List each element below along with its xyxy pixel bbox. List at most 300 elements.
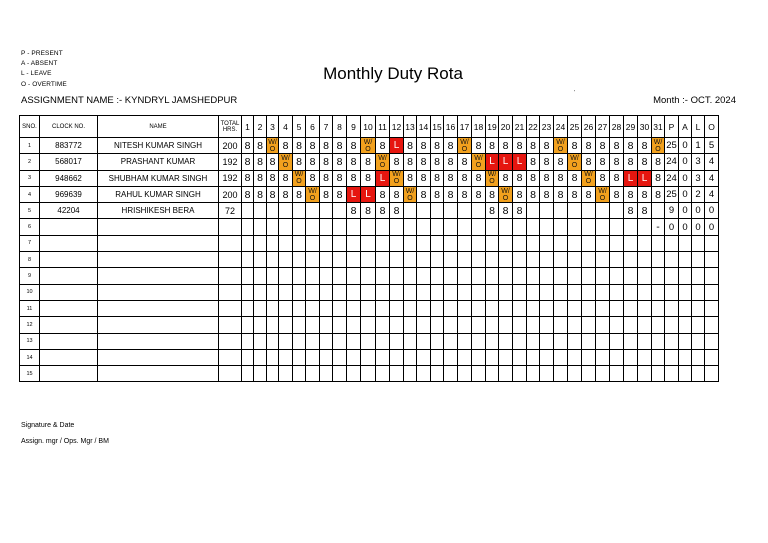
day-cell: 8 (320, 170, 333, 186)
day-cell (361, 235, 376, 251)
day-cell (431, 300, 444, 316)
day-cell (486, 268, 499, 284)
day-cell (499, 333, 513, 349)
day-cell-weekly-off (390, 170, 404, 186)
day-cell (333, 219, 347, 235)
day-cell (431, 268, 444, 284)
day-cell (610, 219, 624, 235)
day-cell (267, 366, 279, 382)
day-cell-weekly-off (293, 170, 306, 186)
col-header-day: 27 (596, 116, 610, 138)
day-cell (431, 284, 444, 300)
row-summary-o: 5 (705, 138, 719, 154)
day-cell (540, 284, 554, 300)
day-cell: 8 (472, 170, 486, 186)
day-cell: 8 (306, 154, 320, 170)
day-cell: 8 (444, 186, 458, 202)
day-cell-leave: L (624, 170, 638, 186)
day-cell (610, 235, 624, 251)
day-cell (347, 317, 361, 333)
day-cell (404, 219, 417, 235)
day-cell: 8 (527, 138, 540, 154)
weekly-off-top: W/ (474, 154, 483, 162)
row-summary-p (665, 235, 679, 251)
row-summary-o (705, 300, 719, 316)
day-cell (624, 366, 638, 382)
col-header-day: 3 (267, 116, 279, 138)
day-cell (582, 300, 596, 316)
row-summary-p (665, 349, 679, 365)
day-cell: 8 (486, 203, 499, 219)
day-cell (333, 366, 347, 382)
day-cell (279, 219, 293, 235)
col-header-total (219, 116, 242, 138)
page-title: Monthly Duty Rota (323, 64, 463, 83)
legend-item: P - PRESENT (21, 50, 63, 57)
day-cell: 8 (444, 154, 458, 170)
day-cell: 8 (376, 186, 390, 202)
day-cell: 8 (652, 154, 665, 170)
day-cell (486, 366, 499, 382)
day-cell: 8 (254, 138, 267, 154)
row-name: NITESH KUMAR SINGH (98, 138, 219, 154)
day-cell (404, 300, 417, 316)
row-summary-l (692, 235, 705, 251)
day-cell (458, 349, 472, 365)
table-row (20, 235, 719, 251)
day-cell (499, 252, 513, 268)
row-summary-p: 25 (665, 138, 679, 154)
row-name (98, 268, 219, 284)
day-cell (390, 235, 404, 251)
day-cell (540, 203, 554, 219)
day-cell: 8 (431, 170, 444, 186)
day-cell (347, 268, 361, 284)
col-header-day: 9 (347, 116, 361, 138)
day-cell: 8 (638, 203, 652, 219)
row-summary-l: 2 (692, 186, 705, 202)
day-cell: 8 (361, 170, 376, 186)
day-cell (376, 268, 390, 284)
day-cell (568, 268, 582, 284)
day-cell-weekly-off (404, 186, 417, 202)
day-cell (458, 366, 472, 382)
day-cell (361, 349, 376, 365)
col-header-summary: A (679, 116, 692, 138)
day-cell (242, 300, 254, 316)
day-cell: 8 (458, 186, 472, 202)
weekly-off-bottom: O (557, 145, 564, 153)
day-cell: 8 (390, 154, 404, 170)
row-clock-no (40, 349, 98, 365)
col-header-sno: SNO. (20, 116, 40, 138)
day-cell: 8 (347, 170, 361, 186)
day-cell (472, 268, 486, 284)
day-cell (527, 366, 540, 382)
rota-body (20, 138, 719, 382)
day-cell (624, 349, 638, 365)
day-cell (568, 252, 582, 268)
day-cell (596, 252, 610, 268)
day-cell (486, 317, 499, 333)
col-header-day: 4 (279, 116, 293, 138)
day-cell (540, 366, 554, 382)
col-header-day: 31 (652, 116, 665, 138)
day-cell (347, 366, 361, 382)
day-cell: 8 (279, 138, 293, 154)
day-cell-leave: L (638, 170, 652, 186)
day-cell-weekly-off (376, 154, 390, 170)
day-cell: 8 (596, 138, 610, 154)
row-summary-o (705, 366, 719, 382)
day-cell (306, 300, 320, 316)
day-cell (242, 219, 254, 235)
row-summary-l: 0 (692, 203, 705, 219)
day-cell (624, 284, 638, 300)
day-cell (568, 219, 582, 235)
row-summary-a (679, 235, 692, 251)
day-cell (513, 366, 527, 382)
day-cell (582, 366, 596, 382)
row-sno: 6 (20, 219, 40, 235)
day-cell (499, 235, 513, 251)
row-clock-no (40, 252, 98, 268)
day-cell (554, 268, 568, 284)
day-cell: 8 (404, 154, 417, 170)
day-cell (361, 284, 376, 300)
row-summary-a (679, 268, 692, 284)
day-cell (624, 333, 638, 349)
row-total-hrs: 192 (219, 154, 242, 170)
day-cell (472, 252, 486, 268)
day-cell: 8 (293, 138, 306, 154)
day-cell (624, 317, 638, 333)
day-cell (320, 219, 333, 235)
day-cell (444, 366, 458, 382)
day-cell (444, 252, 458, 268)
day-cell (404, 284, 417, 300)
day-cell: 8 (540, 154, 554, 170)
day-cell: 8 (293, 186, 306, 202)
row-summary-l: 1 (692, 138, 705, 154)
day-cell (254, 268, 267, 284)
day-cell (254, 333, 267, 349)
day-cell (540, 317, 554, 333)
table-row (20, 170, 719, 186)
day-cell (596, 284, 610, 300)
row-summary-a: 0 (679, 186, 692, 202)
col-header-summary: L (692, 116, 705, 138)
day-cell (376, 366, 390, 382)
day-cell (527, 203, 540, 219)
assignment-name: ASSIGNMENT NAME :- KYNDRYL JAMSHEDPUR (21, 95, 238, 106)
weekly-off-top: W/ (405, 187, 415, 195)
day-cell (554, 300, 568, 316)
day-cell-leave: L (376, 170, 390, 186)
row-summary-l (692, 300, 705, 316)
row-total-hrs: 200 (219, 138, 242, 154)
day-cell (333, 235, 347, 251)
day-cell (431, 366, 444, 382)
day-cell: 8 (376, 203, 390, 219)
day-cell (431, 219, 444, 235)
day-cell (417, 317, 431, 333)
day-cell: 8 (472, 138, 486, 154)
row-summary-o: 4 (705, 170, 719, 186)
col-header-total-line2: HRS. (222, 126, 238, 133)
table-row (20, 317, 719, 333)
day-cell (582, 235, 596, 251)
day-cell (652, 366, 665, 382)
row-name (98, 366, 219, 382)
day-cell (333, 203, 347, 219)
row-sno: 4 (20, 186, 40, 202)
day-cell (568, 317, 582, 333)
day-cell (404, 349, 417, 365)
day-cell (499, 284, 513, 300)
row-summary-l (692, 333, 705, 349)
row-summary-p: 24 (665, 170, 679, 186)
weekly-off-top: W/ (584, 171, 593, 179)
row-total-hrs (219, 349, 242, 365)
day-cell (390, 317, 404, 333)
day-cell (320, 317, 333, 333)
day-cell (390, 300, 404, 316)
day-cell: 8 (242, 154, 254, 170)
day-cell (652, 349, 665, 365)
day-cell (306, 317, 320, 333)
day-cell (652, 268, 665, 284)
day-cell (638, 252, 652, 268)
day-cell (568, 366, 582, 382)
day-cell (610, 252, 624, 268)
day-cell (267, 284, 279, 300)
day-cell (333, 252, 347, 268)
day-cell: 8 (306, 170, 320, 186)
day-cell (254, 366, 267, 382)
weekly-off-bottom: O (393, 178, 400, 186)
day-cell (333, 333, 347, 349)
day-cell: 8 (347, 203, 361, 219)
day-cell (582, 317, 596, 333)
day-cell (554, 317, 568, 333)
day-cell (347, 252, 361, 268)
row-clock-no (40, 284, 98, 300)
table-row (20, 154, 719, 170)
day-cell: - (652, 219, 665, 235)
day-cell: 8 (624, 186, 638, 202)
row-summary-l (692, 284, 705, 300)
day-cell-leave: L (513, 154, 527, 170)
row-sno: 3 (20, 170, 40, 186)
day-cell (527, 300, 540, 316)
weekly-off-bottom: O (599, 194, 606, 202)
day-cell (279, 317, 293, 333)
day-cell (610, 333, 624, 349)
day-cell (431, 333, 444, 349)
day-cell (404, 366, 417, 382)
day-cell: 8 (279, 186, 293, 202)
day-cell (527, 349, 540, 365)
row-name (98, 349, 219, 365)
day-cell: 8 (390, 203, 404, 219)
day-cell (293, 235, 306, 251)
row-name (98, 252, 219, 268)
day-cell (333, 268, 347, 284)
day-cell: 8 (568, 170, 582, 186)
day-cell (293, 349, 306, 365)
row-sno: 12 (20, 317, 40, 333)
day-cell (306, 268, 320, 284)
row-sno: 13 (20, 333, 40, 349)
table-row (20, 284, 719, 300)
day-cell (444, 203, 458, 219)
day-cell (638, 219, 652, 235)
day-cell (638, 300, 652, 316)
day-cell (596, 203, 610, 219)
day-cell (638, 349, 652, 365)
weekly-off-bottom: O (282, 161, 289, 169)
day-cell (652, 333, 665, 349)
day-cell: 8 (540, 170, 554, 186)
row-name (98, 317, 219, 333)
row-summary-o (705, 284, 719, 300)
row-name (98, 333, 219, 349)
day-cell (513, 317, 527, 333)
weekly-off-top: W/ (392, 171, 401, 179)
day-cell: 8 (458, 154, 472, 170)
day-cell: 8 (513, 170, 527, 186)
day-cell: 8 (638, 186, 652, 202)
day-cell (320, 268, 333, 284)
row-clock-no: 568017 (40, 154, 98, 170)
row-summary-o: 4 (705, 154, 719, 170)
row-total-hrs (219, 300, 242, 316)
day-cell: 8 (499, 203, 513, 219)
day-cell (376, 284, 390, 300)
weekly-off-bottom: O (296, 178, 302, 186)
row-name: RAHUL KUMAR SINGH (98, 186, 219, 202)
day-cell (254, 317, 267, 333)
day-cell-leave: L (390, 138, 404, 154)
table-row (20, 138, 719, 154)
day-cell-weekly-off (486, 170, 499, 186)
row-summary-o: 4 (705, 186, 719, 202)
row-summary-a (679, 300, 692, 316)
row-sno: 9 (20, 268, 40, 284)
table-row (20, 300, 719, 316)
day-cell (293, 252, 306, 268)
day-cell (279, 333, 293, 349)
day-cell (472, 366, 486, 382)
day-cell (624, 235, 638, 251)
day-cell (254, 252, 267, 268)
day-cell (306, 252, 320, 268)
row-total-hrs: 192 (219, 170, 242, 186)
col-header-day: 24 (554, 116, 568, 138)
day-cell (376, 333, 390, 349)
row-sno: 15 (20, 366, 40, 382)
day-cell-weekly-off (458, 138, 472, 154)
legend-item: A - ABSENT (21, 60, 58, 68)
day-cell (568, 235, 582, 251)
day-cell (458, 219, 472, 235)
weekly-off-top: W/ (308, 187, 317, 195)
day-cell (624, 300, 638, 316)
col-header-day: 23 (540, 116, 554, 138)
day-cell (347, 284, 361, 300)
table-row (20, 366, 719, 382)
day-cell (333, 349, 347, 365)
day-cell (293, 268, 306, 284)
day-cell (527, 252, 540, 268)
weekly-off-bottom: O (365, 145, 371, 153)
col-header-day: 11 (376, 116, 390, 138)
day-cell: 8 (527, 154, 540, 170)
day-cell (347, 300, 361, 316)
day-cell (390, 284, 404, 300)
row-summary-l (692, 252, 705, 268)
day-cell (499, 317, 513, 333)
day-cell (320, 366, 333, 382)
day-cell (527, 235, 540, 251)
day-cell (293, 284, 306, 300)
col-header-summary: O (705, 116, 719, 138)
day-cell: 8 (320, 154, 333, 170)
day-cell: 8 (242, 138, 254, 154)
col-header-day: 1 (242, 116, 254, 138)
day-cell (513, 268, 527, 284)
row-summary-p: 9 (665, 203, 679, 219)
row-name: HRISHIKESH BERA (98, 203, 219, 219)
row-name (98, 235, 219, 251)
day-cell (254, 219, 267, 235)
day-cell (417, 333, 431, 349)
day-cell: 8 (638, 138, 652, 154)
day-cell (267, 317, 279, 333)
day-cell: 8 (431, 186, 444, 202)
weekly-off-bottom: O (475, 161, 482, 169)
row-clock-no: 883772 (40, 138, 98, 154)
day-cell (652, 252, 665, 268)
day-cell (267, 300, 279, 316)
day-cell (333, 284, 347, 300)
weekly-off-top: W/ (294, 171, 304, 179)
row-summary-a: 0 (679, 154, 692, 170)
day-cell (444, 268, 458, 284)
day-cell: 8 (347, 154, 361, 170)
day-cell (610, 300, 624, 316)
col-header-day: 18 (472, 116, 486, 138)
day-cell (376, 252, 390, 268)
day-cell (527, 284, 540, 300)
day-cell (267, 203, 279, 219)
row-total-hrs (219, 268, 242, 284)
day-cell: 8 (254, 186, 267, 202)
day-cell (444, 219, 458, 235)
day-cell (499, 349, 513, 365)
col-header-day: 14 (417, 116, 431, 138)
row-summary-o (705, 268, 719, 284)
day-cell (320, 333, 333, 349)
day-cell (417, 366, 431, 382)
row-summary-l (692, 317, 705, 333)
day-cell (320, 235, 333, 251)
day-cell (554, 252, 568, 268)
col-header-day: 8 (333, 116, 347, 138)
day-cell (361, 252, 376, 268)
day-cell (554, 333, 568, 349)
